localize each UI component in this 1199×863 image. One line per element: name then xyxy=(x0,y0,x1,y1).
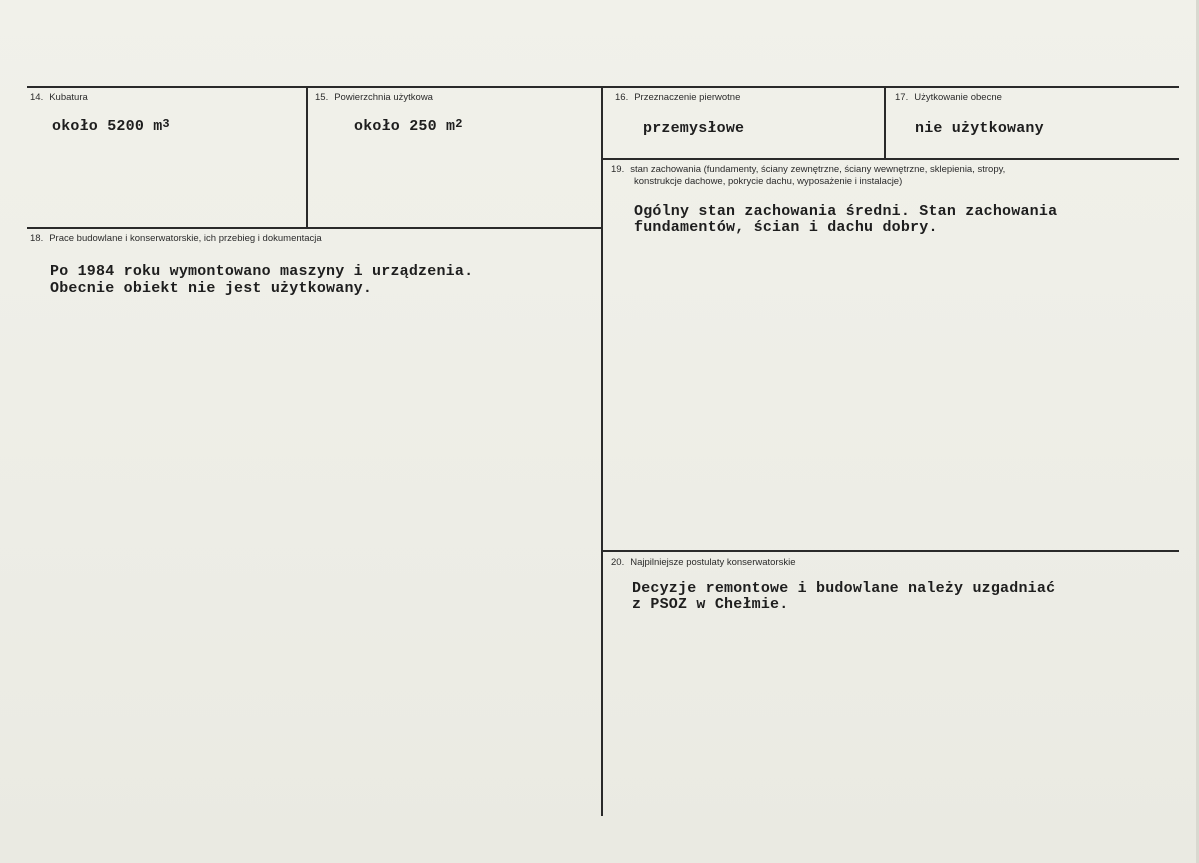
powierzchnia-exponent: 2 xyxy=(455,117,463,131)
field-20-line-1: Decyzje remontowe i budowlane należy uzgadniać xyxy=(632,580,1056,597)
field-14-number: 14. xyxy=(30,92,44,103)
field-19-title-line-1: stan zachowania (fundamenty, ściany zewnętrzne, ściany wewnętrzne, sklepienia, stropy, xyxy=(630,164,1006,175)
field-19-line-2: fundamentów, ścian i dachu dobry. xyxy=(634,219,938,236)
field-18-line-1: Po 1984 roku wymontowano maszyny i urządzenia. xyxy=(50,263,474,280)
field-18-title: Prace budowlane i konserwatorskie, ich przebieg i dokumentacja xyxy=(49,233,322,244)
field-14-label xyxy=(30,92,88,104)
field-14-title: Kubatura xyxy=(49,92,88,103)
divider-16-17 xyxy=(884,88,886,158)
center-divider xyxy=(601,88,603,816)
field-17-value: nie użytkowany xyxy=(915,120,1044,137)
field-20-title: Najpilniejsze postulaty konserwatorskie xyxy=(630,557,796,568)
kubatura-value: około 5200 m xyxy=(52,118,163,135)
powierzchnia-value: około 250 m xyxy=(354,118,456,135)
field-16-title: Przeznaczenie pierwotne xyxy=(634,92,741,103)
field-14-value xyxy=(52,118,170,136)
field-19-label xyxy=(611,164,1005,176)
kubatura-exponent: 3 xyxy=(162,117,170,131)
field-18-number: 18. xyxy=(30,233,44,244)
field-16-value: przemysłowe xyxy=(643,120,745,137)
field-17-label xyxy=(895,92,1002,104)
field-20-label xyxy=(611,557,796,569)
field-19-label-cont: konstrukcje dachowe, pokrycie dachu, wyposażenie i instalacje) xyxy=(634,176,903,187)
field-15-number: 15. xyxy=(315,92,329,103)
field-16-number: 16. xyxy=(615,92,629,103)
field-16-label xyxy=(615,92,740,104)
field-15-title: Powierzchnia użytkowa xyxy=(334,92,433,103)
rule-under-16-17 xyxy=(603,158,1179,160)
field-15-label xyxy=(315,92,433,104)
rule-above-20 xyxy=(603,550,1179,552)
divider-14-15 xyxy=(306,88,308,228)
field-18-line-2: Obecnie obiekt nie jest użytkowany. xyxy=(50,280,373,297)
field-18-label xyxy=(30,233,322,245)
field-20-line-2: z PSOZ w Chełmie. xyxy=(632,596,789,613)
rule-under-14-15 xyxy=(27,227,601,229)
top-rule xyxy=(27,86,1179,88)
field-20-number: 20. xyxy=(611,557,625,568)
field-15-value xyxy=(354,118,463,136)
field-19-line-1: Ogólny stan zachowania średni. Stan zachowania xyxy=(634,203,1058,220)
field-17-number: 17. xyxy=(895,92,909,103)
field-19-number: 19. xyxy=(611,164,625,175)
field-17-title: Użytkowanie obecne xyxy=(914,92,1002,103)
